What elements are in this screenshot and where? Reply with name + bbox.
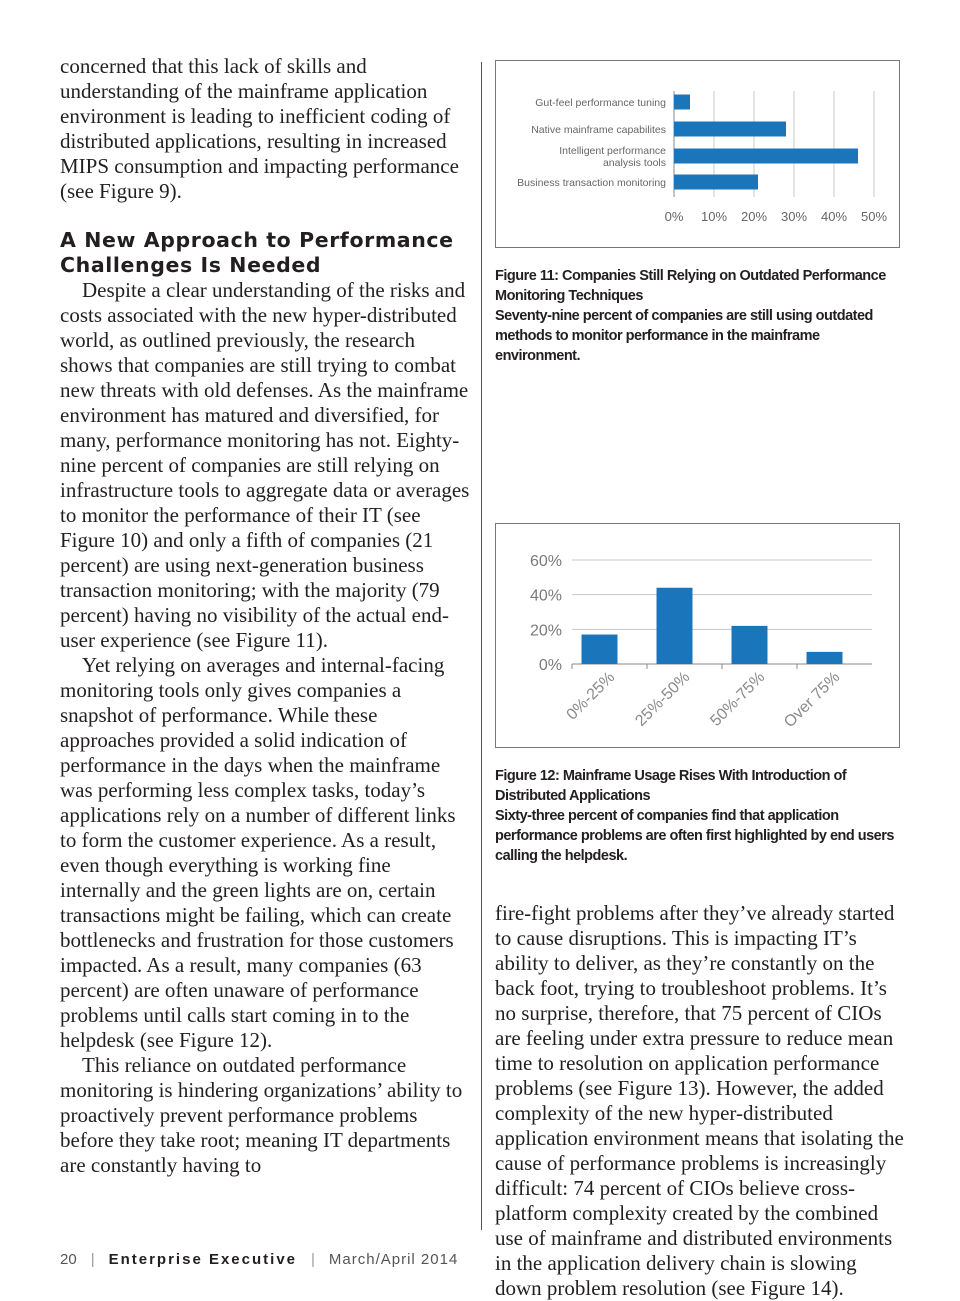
y-tick-label: 40% [529,587,562,605]
x-tick-label: 0%-25% [563,668,619,724]
x-tick-label: 50%-75% [707,668,769,730]
footer-separator: | [311,1251,315,1268]
bar [674,95,690,110]
category-label: Intelligent performance [559,145,666,157]
figure-12-svg [496,524,899,747]
figure-11-svg [496,61,899,247]
bar [807,652,843,664]
figure-11-caption-body: Seventy-nine percent of companies are still using outdated methods to monitor performance in the mainframe environment. [495,308,873,364]
footer-separator: | [90,1251,95,1268]
figure-11-caption-title: Figure 11: Companies Still Relying on Outdated Performance Monitoring Techniques [495,268,886,304]
x-tick-label: 50% [860,209,888,224]
x-tick-label: Over 75% [781,668,844,732]
category-label: analysis tools [602,157,666,169]
bar [732,626,768,664]
figure-12-caption-title: Figure 12: Mainframe Usage Rises With Introduction of Distributed Applications [495,768,847,804]
y-tick-label: 20% [529,622,562,640]
x-tick-label: 30% [780,209,808,224]
figure-11-caption [495,266,905,366]
body-paragraph-3: This reliance on outdated performance monitoring is hindering organizations’ ability to proactively prevent performance problems before they take root; meaning IT departments are constantly having to [60,1053,463,1177]
bar [582,635,618,664]
column-divider [481,62,482,1230]
y-tick-label: 0% [538,657,562,674]
figure-12-caption [495,766,905,866]
x-tick-label: 40% [820,209,848,224]
bar [674,175,758,190]
category-label: Native mainframe capabilites [531,124,666,136]
y-tick-label: 60% [529,553,562,570]
body-paragraph-continued: fire-fight problems after they’ve already started to cause disruptions. This is impacting IT’s ability to deliver, as they’re constantly on the back foot, trying to troubleshoot problems. It’s no surprise, therefore, that 75 percent of CIOs are feeling under extra pressure to reduce mean time to resolution on application performance problems (see Figure 13). However, the added complexity of the new hyper-distributed application environment means that isolating the cause of performance problems is increasingly difficult: 74 percent of CIOs believe cross-platform complexity created by the combined use of mainframe and distributed environments in the application delivery chain is slowing down problem resolution (see Figure 14). [495,901,904,1300]
x-tick-label: 25%-50% [632,668,694,730]
bar [674,149,858,164]
body-paragraph-2: Yet relying on averages and internal-facing monitoring tools only gives companies a snapshot of performance. While these approaches provided a solid indication of performance in the days when the mainframe was performing less complex tasks, today’s applications rely on a number of different links to form the customer experience. As a result, even though everything is working fine internally and the green lights are on, certain transactions might be failing, which can create bottlenecks and frustration for those customers impacted. As a result, many companies (63 percent) are often unaware of performance problems until calls start coming in to the helpdesk (see Figure 12). [60,653,456,1052]
intro-paragraph: concerned that this lack of skills and understanding of the mainframe application environment is leading to inefficient coding of distributed applications, resulting in increased MIPS consumption and impacting performance (see Figure 9). [60,54,459,203]
right-column [495,60,905,1301]
figure-12-caption-body: Sixty-three percent of companies find that application performance problems are often first highlighted by end users calling the helpdesk. [495,808,894,864]
body-paragraph-1: Despite a clear understanding of the risks and costs associated with the new hyper-distributed world, as outlined previously, the research shows that companies are still trying to combat new threats with old defenses. As the mainframe environment has matured and diversified, for many, performance monitoring has not. Eighty-nine percent of companies are still relying on infrastructure tools to aggregate data or averages to monitor the performance of their IT (see Figure 10) and only a fifth of companies (21 percent) are using next-generation business transaction monitoring; with the majority (79 percent) having no visibility of the actual end-user experience (see Figure 11). [60,278,470,652]
page-number: 20 [60,1251,77,1268]
right-text-block [495,901,905,1301]
figure-12-chart [495,523,900,748]
section-heading: A New Approach to Performance Challenges Is Needed [60,228,454,277]
bar [674,122,786,137]
category-label: Business transaction monitoring [517,177,666,189]
issue-date: March/April 2014 [328,1251,459,1268]
page-footer [60,1251,458,1268]
x-tick-label: 20% [740,209,768,224]
figure-11-chart [495,60,900,248]
left-column [60,54,472,1178]
bar [657,588,693,664]
publication-name: Enterprise Executive [108,1251,297,1268]
category-label: Gut-feel performance tuning [535,97,666,109]
x-tick-label: 10% [700,209,728,224]
x-tick-label: 0% [664,209,684,224]
